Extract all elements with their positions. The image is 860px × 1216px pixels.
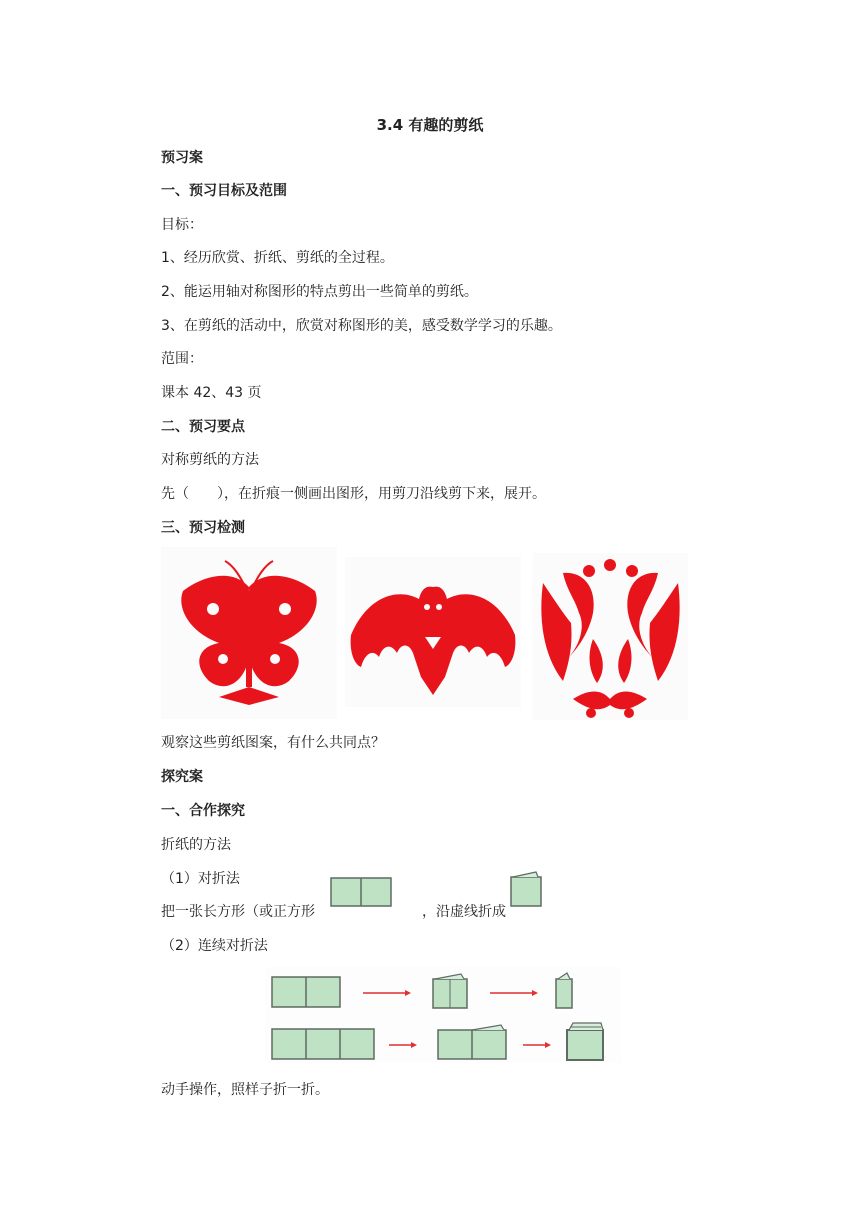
method-text xyxy=(161,485,546,503)
fold1-text-end: ，沿虚线折成 xyxy=(422,904,506,920)
continuous-fold-diagram xyxy=(265,967,621,1063)
page-title: 3.4 有趣的剪纸 xyxy=(376,116,484,134)
goals-heading: 一、预习目标及范围 xyxy=(161,183,287,199)
method-text-end: ），在折痕一侧画出图形，用剪刀沿线剪下来，展开。 xyxy=(217,486,546,502)
goal-item-2: 2、能运用轴对称图形的特点剪出一些简单的剪纸。 xyxy=(161,284,478,300)
goal-label: 目标： xyxy=(161,217,203,233)
method-text-start: 先（ xyxy=(161,486,189,502)
goal-item-3: 3、在剪纸的活动中，欣赏对称图形的美，感受数学学习的乐趣。 xyxy=(161,318,562,334)
coop-heading: 一、合作探究 xyxy=(161,803,245,819)
swallow-papercut-image xyxy=(533,553,688,720)
butterfly-papercut-image xyxy=(161,547,337,719)
preview-section-heading: 预习案 xyxy=(161,150,203,166)
folded-rectangle-image xyxy=(510,871,542,907)
fold1-text-start: 把一张长方形（或正方形 xyxy=(161,904,315,920)
folding-title: 折纸的方法 xyxy=(161,837,231,853)
explore-section-heading: 探究案 xyxy=(161,769,203,785)
observe-question: 观察这些剪纸图案，有什么共同点？ xyxy=(161,735,385,751)
method-title: 对称剪纸的方法 xyxy=(161,452,259,468)
bat-papercut-image xyxy=(345,557,521,707)
fold2-label: （2）连续对折法 xyxy=(161,938,268,954)
goal-item-1: 1、经历欣赏、折纸、剪纸的全过程。 xyxy=(161,250,394,266)
fold1-text xyxy=(161,903,506,921)
check-heading: 三、预习检测 xyxy=(161,520,245,536)
fold1-label: （1）对折法 xyxy=(161,871,240,887)
range-text: 课本 42、43 页 xyxy=(161,385,262,401)
range-label: 范围： xyxy=(161,351,203,367)
points-heading: 二、预习要点 xyxy=(161,419,245,435)
practice-text: 动手操作，照样子折一折。 xyxy=(161,1082,329,1098)
